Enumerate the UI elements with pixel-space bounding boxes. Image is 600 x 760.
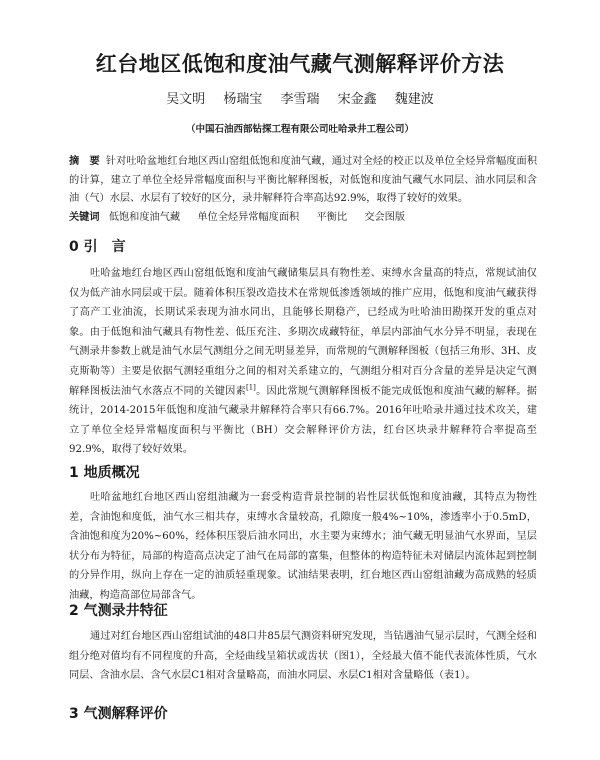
paragraph-text: 吐哈盆地红台地区西山窑组低饱和度油气藏储集层具有物性差、束缚水含量高的特点，常规试油仅仅为低产油水同层或干层。随着体积压裂改造技术在常规低渗透领域的推广应用，低饱和度油气藏获得了高产工业油流，长期试采表现为油水同出，且能够长期稳产，已经成为吐哈油田勘探开发的重点对象。由于低饱和油气藏具有物性差、低压充注、多期次成藏特征，单层内部油气水分异不明显，表现在气测录井参数上就是油气水层气测组分之间无明显差异，而常规的气测解释图板（包括三角形、3H、皮克斯勒等）主要是依据气测轻重组分之间的相对关系建立的，气测组分相对百分含量的差异是决定气测解释图板法油气水落点不同的关键因素 — [69, 268, 537, 397]
paragraph-text: 。因此常规气测解释图板不能完成低饱和度油气藏的解释。据统计，2014-2015年低饱和度油气藏录井解释符合率只有66.7%。2016年吐哈录井通过技术攻关，建立了单位全烃异常幅度面积与平衡比（BH）交会解释评价方法，红台区块录井解释符合率提高至92.9%，取得了较好效果。 — [69, 385, 537, 456]
keywords — [69, 209, 537, 227]
section-heading-gas-logging: 2 气测录井特征 — [69, 603, 168, 619]
abstract-text: 针对吐哈盆地红台地区西山窑组低饱和度油气藏，通过对全烃的校正以及单位全烃异常幅度面积的计算，建立了单位全烃异常幅度面积与平衡比解释图板，对低饱和度油气藏气水同层、油水同层和含油（气）水层、水层有了较好的区分，录井解释符合率高达92.9%，取得了较好的效果。 — [69, 156, 538, 204]
abstract-label: 摘 要 — [69, 156, 100, 167]
abstract — [69, 153, 537, 209]
citation-ref: [1] — [245, 383, 256, 392]
keywords-label: 关键词 — [69, 212, 100, 223]
section-paragraph: 吐哈盆地红台地区西山窑组油藏为一套受构造背景控制的岩性层状低饱和度油藏，其特点为物性差，含油饱和度低，油气水三相共存，束缚水含量较高，孔隙度一般4%~10%，渗透率小于0.5mD，含油饱和度为20%~60%，经体积压裂后油水同出，水主要为束缚水；油气藏无明显油气水界面，呈层状分布为特征，局部的构造高点决定了油气在局部的富集，但整体的构造特征未对储层内流体起到控制的分异作用，纵向上存在一定的油质轻重现象。试油结果表明，红台地区西山窑组油藏为高成熟的轻质油藏，构造高部位局部含气。 — [69, 492, 537, 601]
author-list — [0, 88, 600, 107]
author-name: 魏建波 — [394, 92, 434, 107]
author-name: 杨瑞宝 — [223, 92, 263, 107]
section-heading-geology: 1 地质概况 — [69, 465, 140, 481]
section-heading-introduction: 0 引 言 — [69, 239, 126, 255]
author-name: 李雪瑞 — [280, 92, 320, 107]
keyword: 平衡比 — [316, 212, 348, 223]
affiliation: （中国石油西部钻探工程有限公司吐哈录井工程公司） — [185, 124, 414, 135]
section-paragraph: 通过对红台地区西山窑组试油的48口井85层气测资料研究发现，当钻遇油气显示层时，气测全烃和组分绝对值均有不同程度的升高，全烃曲线呈箱状或齿状（图1），全烃最大值不能代表流体性质，气水同层、含油水层、含气水层C1相对含量略高，而油水同层、水层C1相对含量略低（表1）。 — [69, 631, 537, 682]
section-paragraph — [69, 264, 537, 460]
author-name: 宋金鑫 — [337, 92, 377, 107]
paper-title: 红台地区低饱和度油气藏气测解释评价方法 — [95, 52, 505, 76]
keyword: 单位全烃异常幅度面积 — [197, 212, 300, 223]
keyword: 交会图版 — [364, 212, 406, 223]
author-name: 吴文明 — [166, 92, 206, 107]
keyword: 低饱和度油气藏 — [108, 212, 181, 223]
section-heading-evaluation: 3 气测解释评价 — [69, 706, 168, 722]
